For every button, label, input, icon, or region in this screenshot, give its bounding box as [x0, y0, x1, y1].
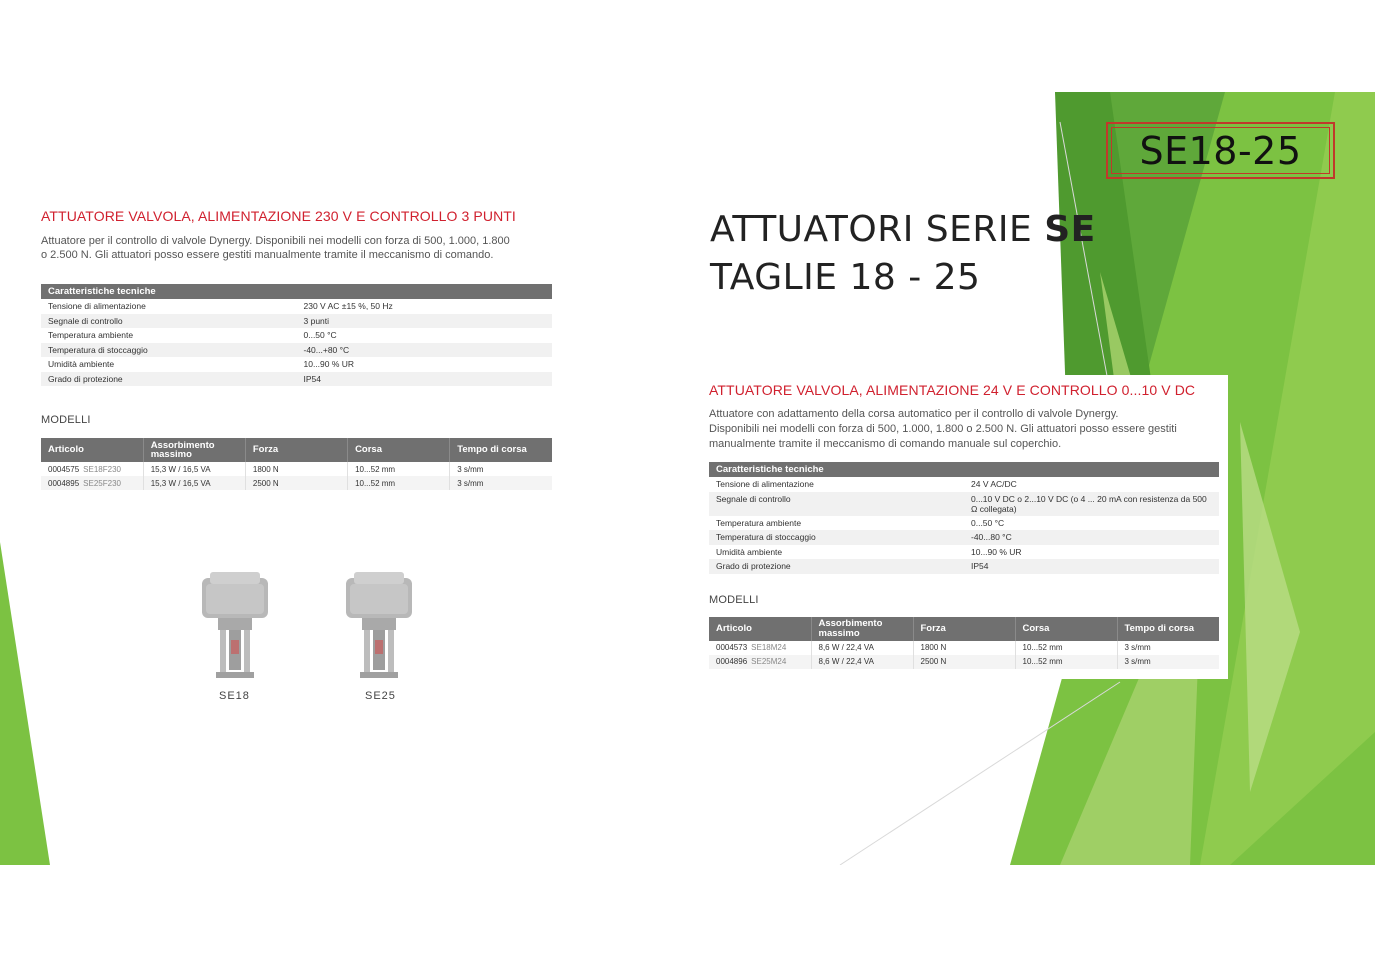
table-row: Grado di protezione IP54	[41, 372, 552, 387]
table-row: Umidità ambiente 10...90 % UR	[48, 359, 355, 369]
right-spec-table	[709, 462, 1219, 574]
table-row: 0004895 SE25F230 15,3 W / 16,5 VA 2500 N 10...52 mm 3 s/mm	[41, 476, 552, 490]
table-row: Umidità ambiente 10...90 % UR	[716, 546, 1022, 557]
left-spec-header: Caratteristiche tecniche	[41, 284, 552, 299]
actuator-se18-image	[198, 570, 272, 680]
table-row: Grado di protezione IP54	[709, 559, 1219, 574]
left-product-panel	[41, 208, 552, 490]
table-row: Segnale di controllo 3 punti	[41, 314, 552, 329]
table-row: Temperatura ambiente 0...50 °C	[716, 517, 1005, 528]
table-row: Temperatura di stoccaggio -40...+80 °C	[41, 343, 552, 358]
table-row: Tensione di alimentazione 230 V AC ±15 %, 50 Hz	[48, 301, 393, 311]
table-row: 0004573 SE18M24 8,6 W / 22,4 VA 1800 N 10...52 mm 3 s/mm	[709, 641, 1219, 655]
table-row: 0004896 SE25M24 8,6 W / 22,4 VA 2500 N 10...52 mm 3 s/mm	[709, 655, 1219, 669]
table-row: Temperatura di stoccaggio -40...80 °C	[709, 530, 1219, 545]
right-models-table: Articolo Assorbimento massimo Forza Corsa Tempo di corsa 0004573 SE18M24 8,6 W / 22,4 VA 1800 N 10...52 mm 3 s/mm 0004896 SE25M24 8,6 W / 22,4 VA 2500 N 10...52 mm 3 s/mm	[709, 617, 1219, 669]
table-row: Segnale di controllo 0...10 V DC o 2...10 V DC (o 4 ... 20 mA con resistenza da 500 Ω collegata)	[709, 492, 1219, 516]
right-section-title: ATTUATORE VALVOLA, ALIMENTAZIONE 24 V E CONTROLLO 0...10 V DC	[709, 382, 1196, 398]
slide-title: ATTUATORI SERIE SE TAGLIE 18 - 25	[710, 209, 1096, 298]
left-models-label: MODELLI	[41, 414, 91, 426]
right-description: Attuatore con adattamento della corsa automatico per il controllo di valvole Dynergy. Disponibili nei modelli con forza di 500, 1.000, 1.800 o 2.500 N. Gli attuatori posso essere gestiti manualmente tramite il meccanismo di comando manuale sul coperchio.	[709, 408, 1177, 450]
left-models-table: Articolo Assorbimento massimo Forza Corsa Tempo di corsa 0004575 SE18F230 15,3 W / 16,5 VA 1800 N 10...52 mm 3 s/mm 0004895 SE25F230 15,3 W / 16,5 VA 2500 N 10...52 mm 3 s/mm	[41, 438, 552, 490]
table-row: Temperatura ambiente 0...50 °C	[48, 330, 337, 340]
actuator-se25-label: SE25	[365, 690, 396, 702]
actuator-se25-image	[342, 570, 416, 680]
left-green-sliver	[0, 542, 50, 865]
table-row: Tensione di alimentazione 24 V AC/DC	[716, 479, 1017, 489]
left-section-title: ATTUATORE VALVOLA, ALIMENTAZIONE 230 V E CONTROLLO 3 PUNTI	[41, 208, 516, 224]
left-description: Attuatore per il controllo di valvole Dynergy. Disponibili nei modelli con forza di 500, 1.000, 1.800 o 2.500 N. Gli attuatori posso essere gestiti manualmente tramite il meccanismo di comando.	[41, 235, 510, 261]
right-models-label: MODELLI	[709, 593, 759, 606]
left-spec-table	[41, 284, 552, 386]
model-range-badge: SE18-25	[1106, 122, 1335, 179]
right-product-panel	[709, 382, 1219, 669]
slide	[0, 92, 1375, 865]
right-spec-header: Caratteristiche tecniche	[709, 462, 1219, 477]
actuator-se18-label: SE18	[219, 690, 250, 702]
table-row: 0004575 SE18F230 15,3 W / 16,5 VA 1800 N 10...52 mm 3 s/mm	[41, 462, 552, 476]
